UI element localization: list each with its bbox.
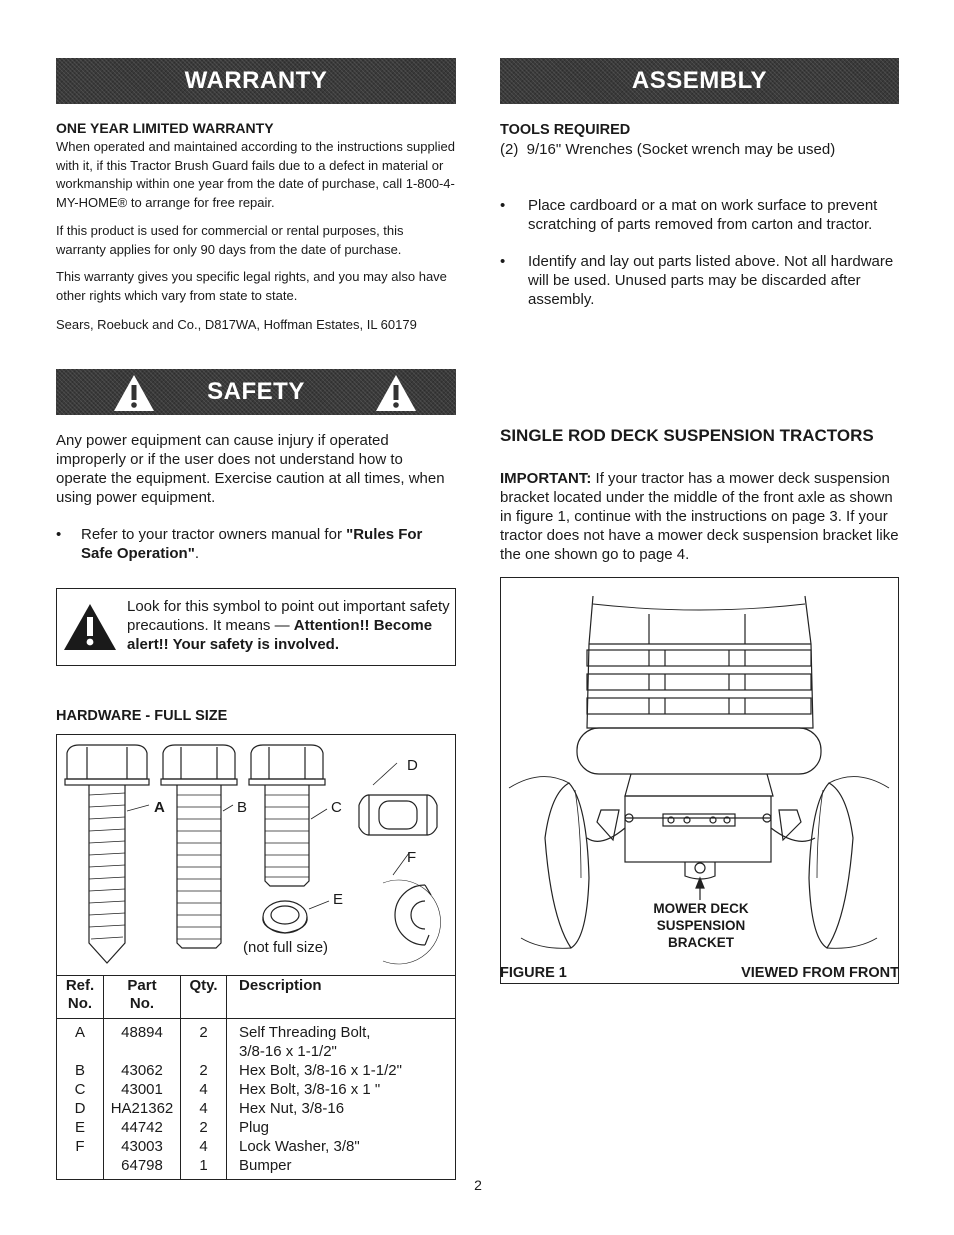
assembly-bullet-2-text: Identify and lay out parts listed above. Not all hardware will be used. Unused parts may be discarded after assembly. xyxy=(528,253,894,308)
tools-required-line: (2) 9/16" Wrenches (Socket wrench may be used) xyxy=(500,141,836,158)
hex-bolt-1-drawing xyxy=(249,745,325,886)
tools-required-heading: TOOLS REQUIRED xyxy=(500,122,631,138)
cell-part: 48894 xyxy=(121,1024,163,1041)
cell-ref: B xyxy=(74,1062,85,1079)
cell-ref: E xyxy=(74,1119,85,1136)
table-row xyxy=(57,1156,455,1175)
header-ref xyxy=(57,977,103,1013)
cell-qty: 2 xyxy=(199,1024,208,1041)
bullet-dot: • xyxy=(500,253,506,270)
header-qty: Qty. xyxy=(189,977,218,994)
table-row xyxy=(57,1099,455,1118)
warranty-paragraph-1: When operated and maintained according to the instructions supplied with it, if this Tractor Brush Guard fails due to a defect in material or workmanship within one year from the date of purchase, call 1-800-4-MY-HOME® to arrange for free repair. xyxy=(56,139,455,210)
label-d: D xyxy=(407,757,418,774)
mower-deck-bracket-caption xyxy=(621,900,781,951)
cell-ref: F xyxy=(75,1138,85,1155)
safety-bullet-bold: "Rules For Safe Operation" xyxy=(81,526,423,562)
cell-part: 44742 xyxy=(121,1119,163,1136)
warranty-paragraph-2: If this product is used for commercial or rental purposes, this warranty applies for only 90 days from the date of purchase. xyxy=(56,223,404,257)
table-row xyxy=(57,1061,455,1080)
page-number: 2 xyxy=(474,1177,482,1193)
caption-line-3: BRACKET xyxy=(668,935,734,950)
self-threading-bolt-drawing xyxy=(65,745,149,963)
warning-triangle-icon xyxy=(112,373,156,413)
label-a: A xyxy=(154,799,165,816)
header-ref-line1: Ref. xyxy=(65,977,95,994)
warning-triangle-icon xyxy=(63,603,117,651)
hex-bolt-1-1-2-drawing xyxy=(161,745,237,948)
cell-ref: A xyxy=(74,1024,85,1041)
figure-label: FIGURE 1 xyxy=(500,965,567,981)
warranty-banner-title: WARRANTY xyxy=(184,67,328,94)
label-e: E xyxy=(333,891,344,908)
single-rod-heading: SINGLE ROD DECK SUSPENSION TRACTORS xyxy=(500,426,874,445)
hardware-illustration-box xyxy=(56,734,456,976)
label-c: C xyxy=(331,799,342,816)
cell-part: 64798 xyxy=(121,1157,163,1174)
label-f: F xyxy=(407,849,417,866)
cell-qty: 2 xyxy=(199,1062,208,1079)
bullet-dot: • xyxy=(56,526,62,543)
assembly-banner xyxy=(500,58,899,104)
header-part-line2: No. xyxy=(129,995,155,1012)
table-row xyxy=(57,1080,455,1099)
important-label: IMPORTANT: xyxy=(500,470,592,487)
safety-banner xyxy=(56,369,456,415)
safety-banner-title: SAFETY xyxy=(207,378,305,405)
not-full-size-note: (not full size) xyxy=(243,939,329,956)
cell-part: 43062 xyxy=(121,1062,163,1079)
important-text: If your tractor has a mower deck suspension bracket located under the middle of the front axle as shown in figure 1, continue with the instructions on page 3. If your tractor does not have a mower deck suspension bracket like the one shown go to page 4. xyxy=(500,470,899,563)
safety-bullet-pre: Refer to your tractor owners manual for xyxy=(81,526,347,543)
caption-line-2: SUSPENSION xyxy=(656,918,746,933)
table-row xyxy=(57,1023,455,1061)
label-b: B xyxy=(237,799,248,816)
safety-alert-bold: Attention!! Become alert!! Your safety is involved. xyxy=(127,617,433,653)
header-part-line1: Part xyxy=(127,977,157,994)
safety-bullet-post: . xyxy=(194,545,199,562)
warning-triangle-icon xyxy=(374,373,418,413)
cell-part: 43001 xyxy=(121,1081,163,1098)
cell-ref: D xyxy=(74,1100,86,1117)
table-row xyxy=(57,1118,455,1137)
plug-drawing xyxy=(263,901,329,933)
hex-nut-drawing xyxy=(359,763,437,835)
safety-alert-pre: Look for this symbol to point out important safety precautions. It means — xyxy=(127,598,450,634)
header-ref-line2: No. xyxy=(67,995,93,1012)
cell-qty: 4 xyxy=(199,1081,208,1098)
safety-alert-box xyxy=(56,588,456,666)
warranty-paragraph-3: This warranty gives you specific legal rights, and you may also have other rights which vary from state to state. xyxy=(56,269,447,303)
assembly-banner-title: ASSEMBLY xyxy=(631,67,768,94)
lock-washer-drawing xyxy=(383,853,441,964)
cell-qty: 2 xyxy=(199,1119,208,1136)
cell-part: HA21362 xyxy=(110,1100,174,1117)
assembly-bullet-1-text: Place cardboard or a mat on work surface to prevent scratching of parts removed from carton and tractor. xyxy=(528,197,878,233)
cell-description: Bumper xyxy=(239,1157,292,1174)
warranty-heading: ONE YEAR LIMITED WARRANTY xyxy=(56,120,274,136)
safety-alert-text xyxy=(127,597,452,654)
header-description: Description xyxy=(239,977,322,994)
figure-view-label: VIEWED FROM FRONT xyxy=(741,965,899,981)
table-row xyxy=(57,1137,455,1156)
cell-ref: C xyxy=(74,1081,86,1098)
cell-description: Hex Bolt, 3/8-16 x 1-1/2" xyxy=(239,1062,402,1079)
safety-bullet-text xyxy=(81,525,456,563)
cell-description: Hex Nut, 3/8-16 xyxy=(239,1100,345,1117)
cell-description: Hex Bolt, 3/8-16 x 1 " xyxy=(239,1081,381,1098)
cell-qty: 4 xyxy=(199,1138,208,1155)
safety-paragraph: Any power equipment can cause injury if operated improperly or if the user does not understand how to operate the equipment. Exercise caution at all times, when using power equipment. xyxy=(56,432,445,506)
warranty-paragraph-4: Sears, Roebuck and Co., D817WA, Hoffman Estates, IL 60179 xyxy=(56,317,417,332)
hardware-heading: HARDWARE - FULL SIZE xyxy=(56,708,228,724)
cell-description: Lock Washer, 3/8" xyxy=(239,1138,360,1155)
cell-qty: 1 xyxy=(199,1157,208,1174)
important-paragraph xyxy=(500,469,900,564)
parts-table xyxy=(56,975,456,1180)
cell-part: 43003 xyxy=(121,1138,163,1155)
cell-qty: 4 xyxy=(199,1100,208,1117)
bullet-dot: • xyxy=(500,197,506,214)
parts-table-body xyxy=(57,1023,455,1175)
caption-line-1: MOWER DECK xyxy=(653,901,749,916)
figure-1-box xyxy=(500,577,899,984)
cell-description-line2: 3/8-16 x 1-1/2" xyxy=(239,1043,337,1060)
cell-description: Plug xyxy=(239,1119,270,1136)
cell-description: Self Threading Bolt, xyxy=(239,1024,371,1041)
header-part xyxy=(104,977,180,1013)
warranty-banner xyxy=(56,58,456,104)
